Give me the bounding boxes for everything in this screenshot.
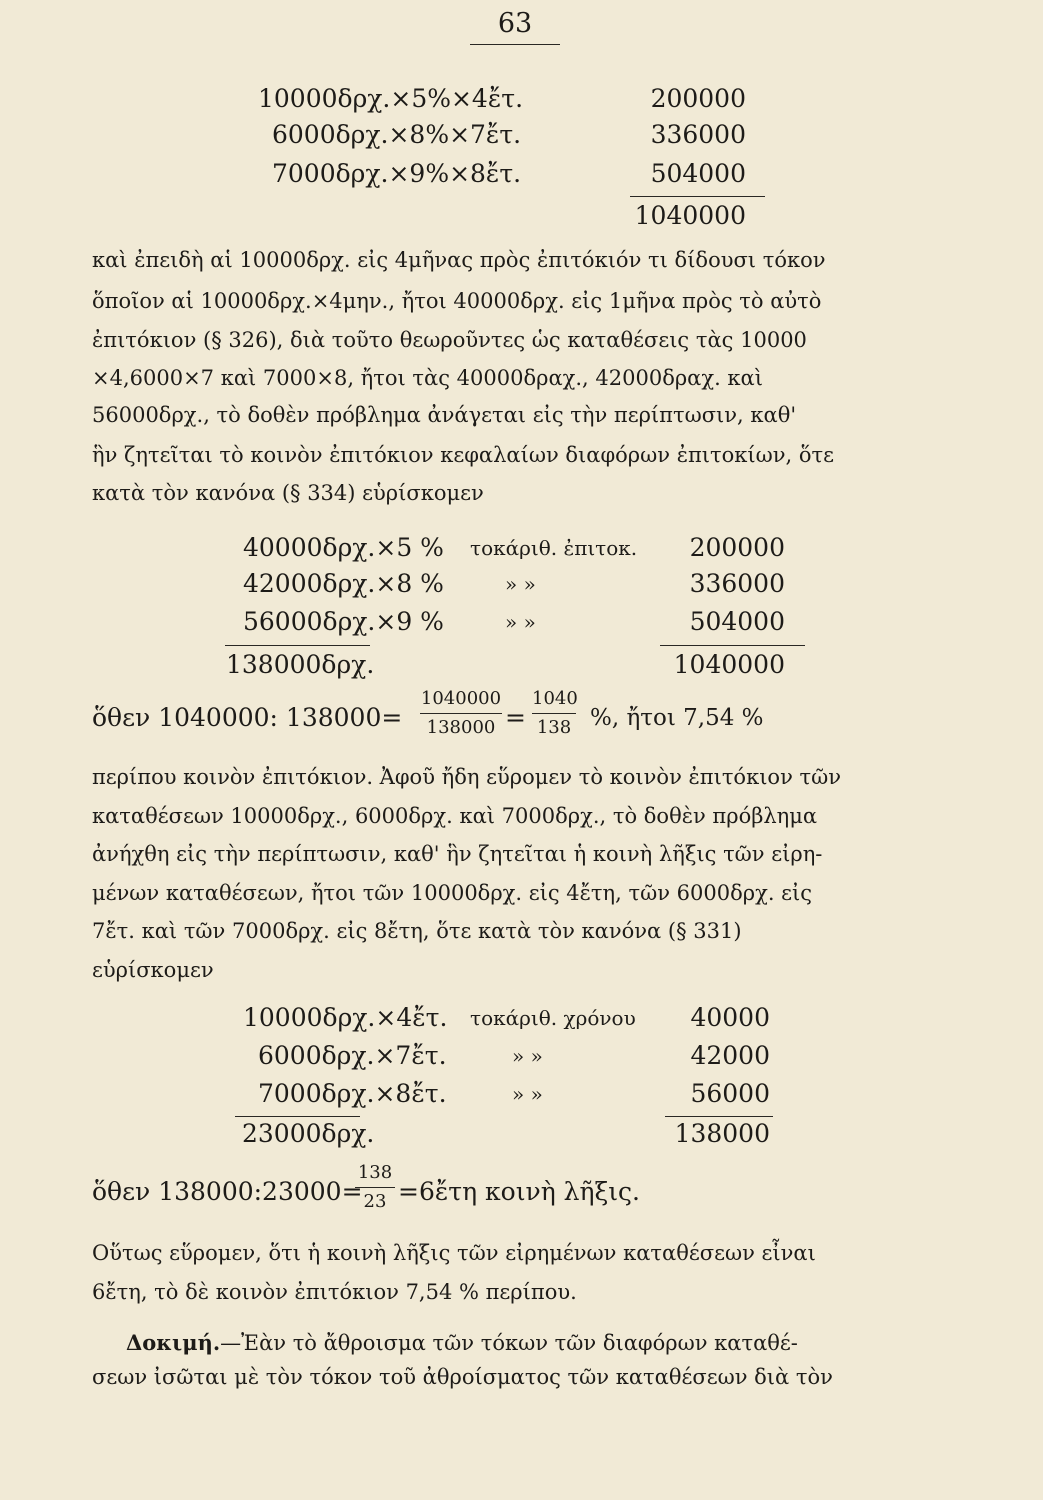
equation1-fraction1-denominator: 138000 bbox=[426, 717, 496, 738]
equation1-equals: = bbox=[505, 703, 526, 732]
equation1-fraction2-numerator: 1040 bbox=[532, 688, 578, 709]
table2-row-1-value: 200000 bbox=[689, 533, 785, 562]
table2-total-left: 138000δρχ. bbox=[226, 650, 375, 679]
table2-row-3-value: 504000 bbox=[689, 607, 785, 636]
paragraph1-line-6: ἣν ζητεῖται τὸ κοινὸν ἐπιτόκιον κεφαλαίων διαφόρων ἐπιτοκίων, ὅτε bbox=[92, 443, 835, 467]
table3-row-3-expr: 7000δρχ.×8ἔτ. bbox=[258, 1079, 447, 1108]
table3-total-right: 138000 bbox=[674, 1119, 770, 1148]
paragraph4-line-1-text: —Ἐὰν τὸ ἄθροισμα τῶν τόκων τῶν διαφόρων καταθέ- bbox=[220, 1331, 798, 1355]
table3-right-sum-rule bbox=[665, 1116, 773, 1117]
equation1-fraction2-denominator: 138 bbox=[536, 717, 572, 738]
equation1-fraction2-bar bbox=[532, 713, 576, 714]
paragraph2-line-6: εὑρίσκομεν bbox=[92, 958, 214, 982]
equation2-fraction-numerator: 138 bbox=[357, 1162, 393, 1183]
table1-row-3-value: 504000 bbox=[650, 159, 746, 188]
equation2-prefix: ὅθεν 138000:23000= bbox=[92, 1177, 363, 1206]
equation1-fraction1-bar bbox=[420, 713, 502, 714]
table3-row-3-label: » » bbox=[512, 1082, 543, 1106]
paragraph1-line-5: 56000δρχ., τὸ δοθὲν πρόβλημα ἀνάγεται εἰς τὴν περίπτωσιν, καθ' bbox=[92, 403, 797, 427]
table3-row-3-value: 56000 bbox=[690, 1079, 770, 1108]
table2-right-sum-rule bbox=[660, 645, 805, 646]
paragraph3-line-2: 6ἔτη, τὸ δὲ κοινὸν ἐπιτόκιον 7,54 % περίπου. bbox=[92, 1280, 577, 1304]
table2-row-1-label: τοκάριθ. ἐπιτοκ. bbox=[470, 536, 638, 560]
table1-row-3-expr: 7000δρχ.×9%×8ἔτ. bbox=[272, 159, 522, 188]
page-number: 63 bbox=[497, 8, 533, 39]
equation1-fraction1-numerator: 1040000 bbox=[420, 688, 502, 709]
table2-left-sum-rule bbox=[225, 645, 370, 646]
table2-row-3-label: » » bbox=[505, 610, 536, 634]
paragraph1-line-7: κατὰ τὸν κανόνα (§ 334) εὑρίσκομεν bbox=[92, 481, 484, 505]
table3-row-1-value: 40000 bbox=[690, 1003, 770, 1032]
table1-total: 1040000 bbox=[634, 201, 746, 230]
paragraph3-line-1: Οὕτως εὕρομεν, ὅτι ἡ κοινὴ λῆξις τῶν εἰρημένων καταθέσεων εἶναι bbox=[92, 1241, 816, 1265]
table3-total-left: 23000δρχ. bbox=[242, 1119, 375, 1148]
paragraph1-line-1: καὶ ἐπειδὴ αἱ 10000δρχ. εἰς 4μῆνας πρὸς ἐπιτόκιόν τι δίδουσι τόκον bbox=[92, 248, 826, 272]
equation1-suffix: %, ἤτοι 7,54 % bbox=[590, 705, 764, 731]
table2-row-2-label: » » bbox=[505, 572, 536, 596]
paragraph1-line-3: ἐπιτόκιον (§ 326), διὰ τοῦτο θεωροῦντες ὡς καταθέσεις τὰς 10000 bbox=[92, 328, 807, 352]
table2-total-right: 1040000 bbox=[673, 650, 785, 679]
paragraph1-line-2: ὅποῖον αἱ 10000δρχ.×4μην., ἤτοι 40000δρχ. εἰς 1μῆνα πρὸς τὸ αὐτὸ bbox=[92, 289, 822, 313]
table3-row-1-label: τοκάριθ. χρόνου bbox=[470, 1006, 636, 1030]
paragraph4-line-1 bbox=[126, 1325, 936, 1361]
table2-row-1-expr: 40000δρχ.×5 % bbox=[243, 533, 444, 562]
table1-row-2-value: 336000 bbox=[650, 120, 746, 149]
table3-row-2-label: » » bbox=[512, 1044, 543, 1068]
table1-row-1-expr: 10000δρχ.×5%×4ἔτ. bbox=[258, 84, 524, 113]
equation2-fraction-bar bbox=[355, 1187, 395, 1188]
table3-left-sum-rule bbox=[235, 1116, 360, 1117]
page-number-rule bbox=[470, 44, 560, 45]
equation2-fraction-denominator: 23 bbox=[363, 1191, 387, 1212]
table2-row-3-expr: 56000δρχ.×9 % bbox=[243, 607, 444, 636]
table3-row-1-expr: 10000δρχ.×4ἔτ. bbox=[243, 1003, 448, 1032]
table3-row-2-value: 42000 bbox=[690, 1041, 770, 1070]
paragraph4-line-2: σεων ἰσῶται μὲ τὸν τόκον τοῦ ἀθροίσματος τῶν καταθέσεων διὰ τὸν bbox=[92, 1365, 833, 1389]
paragraph2-line-2: καταθέσεων 10000δρχ., 6000δρχ. καὶ 7000δρχ., τὸ δοθὲν πρόβλημα bbox=[92, 804, 818, 828]
proof-heading: Δοκιμή. bbox=[126, 1330, 221, 1355]
table1-row-2-expr: 6000δρχ.×8%×7ἔτ. bbox=[272, 120, 522, 149]
paragraph2-line-4: μένων καταθέσεων, ἤτοι τῶν 10000δρχ. εἰς 4ἔτη, τῶν 6000δρχ. εἰς bbox=[92, 881, 813, 905]
paragraph2-line-1: περίπου κοινὸν ἐπιτόκιον. Ἀφοῦ ἤδη εὕρομεν τὸ κοινὸν ἐπιτόκιον τῶν bbox=[92, 765, 842, 789]
equation1-prefix: ὅθεν 1040000: 138000= bbox=[92, 703, 403, 732]
equation2-suffix: =6ἔτη κοινὴ λῆξις. bbox=[398, 1177, 640, 1206]
paragraph2-line-5: 7ἔτ. καὶ τῶν 7000δρχ. εἰς 8ἔτη, ὅτε κατὰ τὸν κανόνα (§ 331) bbox=[92, 919, 742, 943]
paragraph2-line-3: ἀνήχθη εἰς τὴν περίπτωσιν, καθ' ἣν ζητεῖται ἡ κοινὴ λῆξις τῶν εἰρη- bbox=[92, 842, 823, 866]
table1-sum-rule bbox=[630, 196, 765, 197]
table2-row-2-value: 336000 bbox=[689, 569, 785, 598]
table1-row-1-value: 200000 bbox=[650, 84, 746, 113]
table2-row-2-expr: 42000δρχ.×8 % bbox=[243, 569, 444, 598]
table3-row-2-expr: 6000δρχ.×7ἔτ. bbox=[258, 1041, 447, 1070]
paragraph1-line-4: ×4,6000×7 καὶ 7000×8, ἤτοι τὰς 40000δραχ., 42000δραχ. καὶ bbox=[92, 366, 763, 390]
